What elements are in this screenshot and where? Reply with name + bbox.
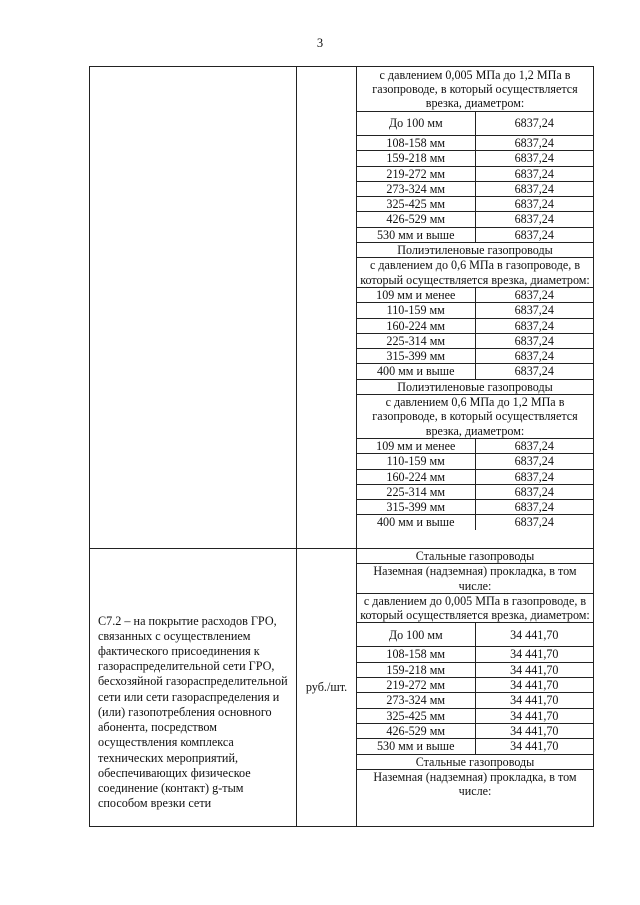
unit-cell: [297, 549, 357, 827]
value-cell: 6837,24: [475, 287, 593, 302]
value-cell: 6837,24: [475, 515, 593, 530]
value-cell: 34 441,70: [475, 662, 593, 677]
description-cell: [90, 67, 297, 549]
value-cell: 6837,24: [475, 333, 593, 348]
diameter-label: 225-314 мм: [357, 484, 475, 499]
value-cell: 6837,24: [475, 303, 593, 318]
diameter-label: 400 мм и выше: [357, 364, 475, 379]
description-cell: [90, 549, 297, 827]
diameter-label: 160-224 мм: [357, 318, 475, 333]
diameter-label: 225-314 мм: [357, 333, 475, 348]
diameter-label: 109 мм и менее: [357, 287, 475, 302]
diameter-label: 530 мм и выше: [357, 739, 475, 754]
values-cell: [357, 67, 594, 549]
table-row: [90, 67, 594, 549]
value-cell: 6837,24: [475, 227, 593, 242]
diameter-label: 325-425 мм: [357, 197, 475, 212]
diameter-label: 160-224 мм: [357, 469, 475, 484]
value-cell: 34 441,70: [475, 678, 593, 693]
values-cell: [357, 549, 594, 827]
diameter-label: 219-272 мм: [357, 166, 475, 181]
value-cell: 6837,24: [475, 438, 593, 453]
diameter-label: 108-158 мм: [357, 647, 475, 662]
diameter-label: 219-272 мм: [357, 678, 475, 693]
section-title: Полиэтиленовые газопроводы: [357, 243, 593, 258]
page-number: 3: [316, 36, 324, 50]
diameter-label: 273-324 мм: [357, 693, 475, 708]
diameter-label: 315-399 мм: [357, 349, 475, 364]
block-header: с давлением 0,6 МПа до 1,2 МПа в газопроводе, в который осуществляется врезка, диаметром:: [357, 395, 593, 439]
diameter-label: 325-425 мм: [357, 708, 475, 723]
section-subtitle: Наземная (надземная) прокладка, в том числе:: [357, 769, 593, 798]
value-cell: 6837,24: [475, 454, 593, 469]
section-title: Стальные газопроводы: [357, 549, 593, 564]
value-cell: 34 441,70: [475, 708, 593, 723]
diameter-label: 110-159 мм: [357, 454, 475, 469]
value-cell: 34 441,70: [475, 739, 593, 754]
diameter-label: 315-399 мм: [357, 500, 475, 515]
unit-label: руб./шт.: [305, 680, 348, 694]
diameter-label: До 100 мм: [357, 112, 475, 136]
value-cell: 34 441,70: [475, 647, 593, 662]
diameter-label: 400 мм и выше: [357, 515, 475, 530]
service-description: С7.2 – на покрытие расходов ГРО, связанных с осуществлением фактического присоединения к газораспределительной сети ГРО, бесхозяйной газораспределительной сети или сети газораспределения и (или) газопотребления основного абонента, посредством осуществления комплекса технических мероприятий, обеспечивающих физическое соединение (контакт) g-тым способом врезки сети: [98, 613, 288, 811]
block-header: с давлением до 0,005 МПа в газопроводе, в который осуществляется врезка, диаметром:: [357, 593, 593, 623]
diameter-label: 273-324 мм: [357, 181, 475, 196]
unit-cell: [297, 67, 357, 549]
value-cell: 6837,24: [475, 318, 593, 333]
values-subtable: [357, 67, 593, 530]
diameter-label: 530 мм и выше: [357, 227, 475, 242]
value-cell: 6837,24: [475, 151, 593, 166]
value-cell: 6837,24: [475, 136, 593, 151]
block-header: с давлением 0,005 МПа до 1,2 МПа в газопроводе, в который осуществляется врезка, диаметром:: [357, 67, 593, 112]
tariff-table: [89, 66, 594, 827]
value-cell: 6837,24: [475, 181, 593, 196]
diameter-label: 426-529 мм: [357, 723, 475, 738]
diameter-label: 108-158 мм: [357, 136, 475, 151]
section-title: Полиэтиленовые газопроводы: [357, 379, 593, 394]
block-header: с давлением до 0,6 МПа в газопроводе, в который осуществляется врезка, диаметром:: [357, 258, 593, 288]
value-cell: 6837,24: [475, 197, 593, 212]
value-cell: 6837,24: [475, 349, 593, 364]
diameter-label: 159-218 мм: [357, 662, 475, 677]
value-cell: 6837,24: [475, 166, 593, 181]
diameter-label: До 100 мм: [357, 623, 475, 647]
value-cell: 6837,24: [475, 469, 593, 484]
diameter-label: 426-529 мм: [357, 212, 475, 227]
table-row: [90, 549, 594, 827]
value-cell: 34 441,70: [475, 723, 593, 738]
value-cell: 6837,24: [475, 484, 593, 499]
value-cell: 34 441,70: [475, 623, 593, 647]
value-cell: 6837,24: [475, 112, 593, 136]
diameter-label: 110-159 мм: [357, 303, 475, 318]
value-cell: 6837,24: [475, 364, 593, 379]
value-cell: 6837,24: [475, 500, 593, 515]
value-cell: 34 441,70: [475, 693, 593, 708]
value-cell: 6837,24: [475, 212, 593, 227]
values-subtable: [357, 549, 593, 798]
section-subtitle: Наземная (надземная) прокладка, в том числе:: [357, 564, 593, 594]
section-title: Стальные газопроводы: [357, 754, 593, 769]
diameter-label: 109 мм и менее: [357, 438, 475, 453]
diameter-label: 159-218 мм: [357, 151, 475, 166]
